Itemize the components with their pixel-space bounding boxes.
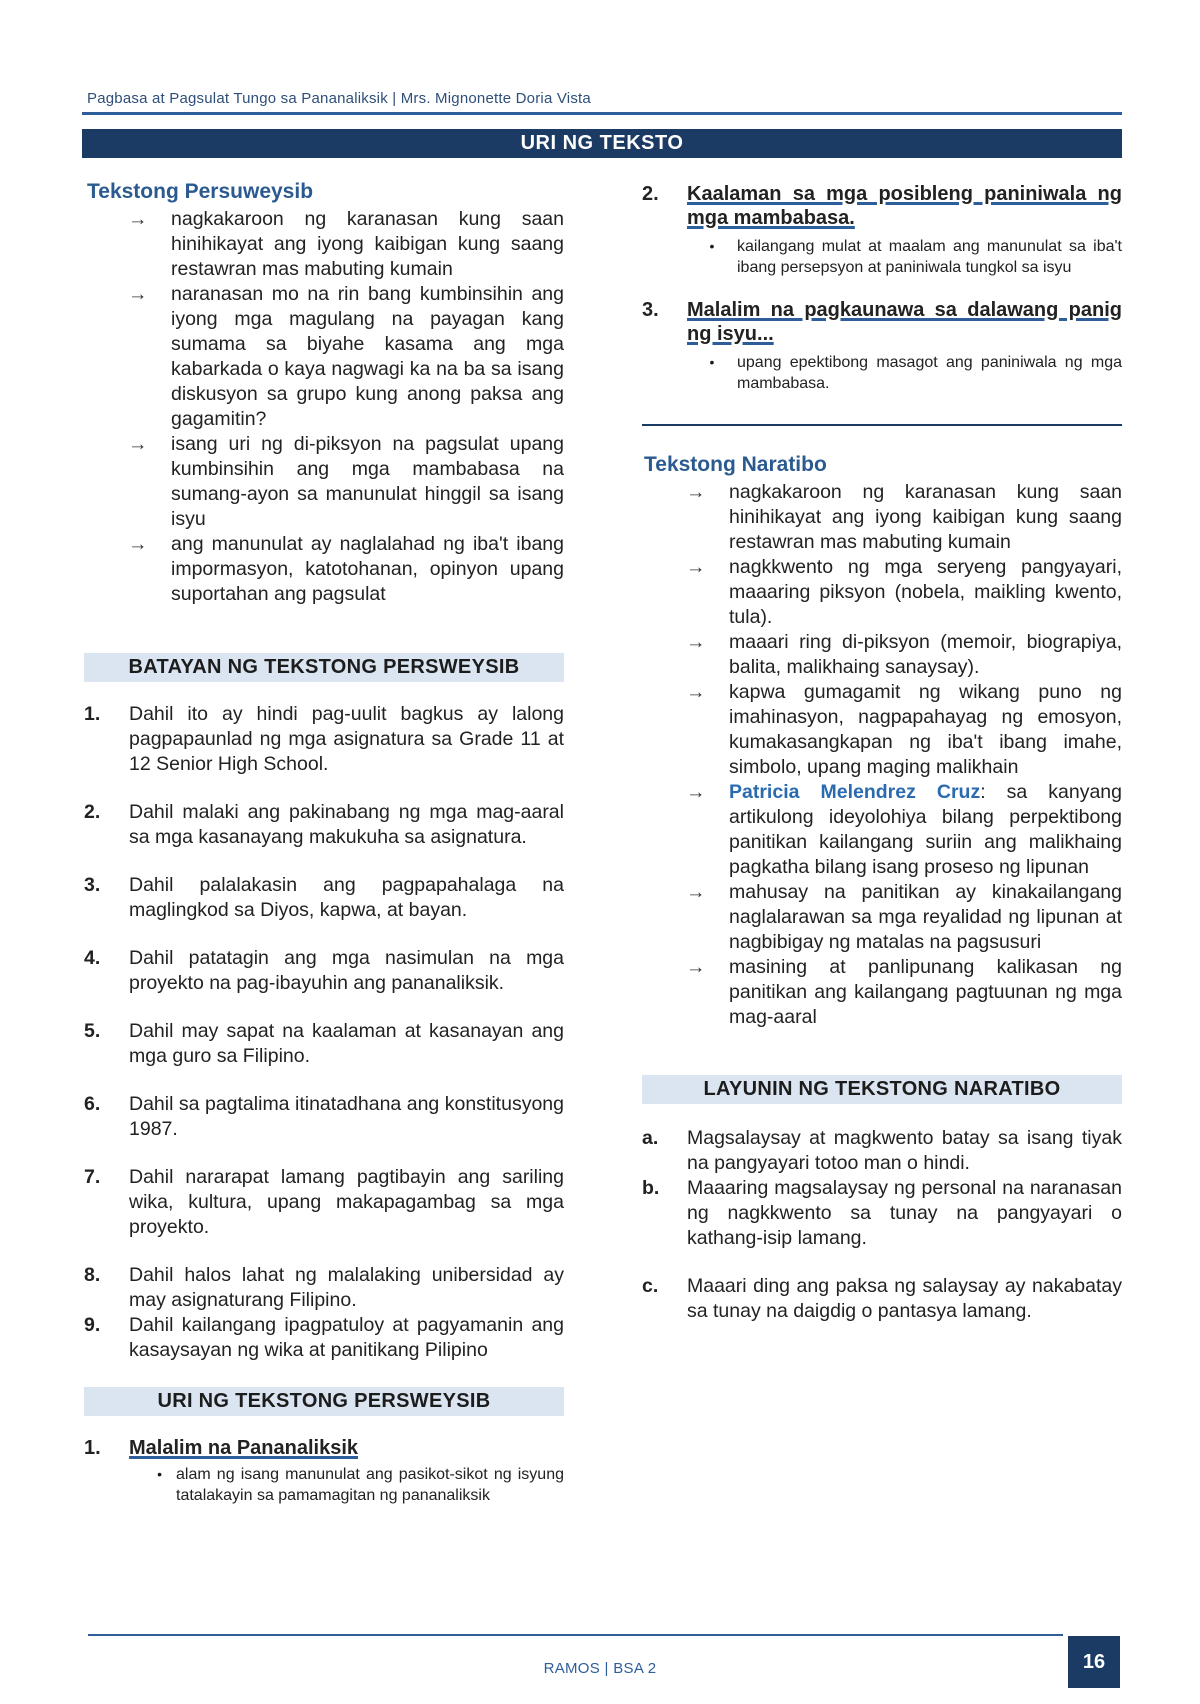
section-band-layunin: LAYUNIN NG TEKSTONG NARATIBO: [642, 1075, 1122, 1104]
list-item: b. Maaaring magsalaysay ng personal na naranasan ng nagkkwento sa tunay na pangyayari o kathang-isip lamang.: [642, 1177, 1122, 1249]
arrow-right-icon: →: [128, 533, 148, 555]
bullet-icon: •: [709, 238, 715, 254]
list-item: → naranasan mo na rin bang kumbinsihin ang iyong mga magulang na payagan kang sumama sa biyahe kasama ang mga kabarkada o kaya nagwagi ka na ba sa isang diskusyon sa grupo kung anong paksa ang gagamitin?: [84, 282, 564, 432]
list-item: 6. Dahil sa pagtalima itinatadhana ang konstitusyong 1987.: [84, 1093, 564, 1140]
footer-text: RAMOS | BSA 2: [543, 1660, 657, 1677]
footer-rule: [88, 1634, 1063, 1636]
bullet-icon: •: [709, 354, 715, 370]
section-heading-persuweysib: Tekstong Persuweysib: [87, 180, 314, 203]
arrow-right-icon: →: [128, 283, 148, 305]
list-item: a. Magsalaysay at magkwento batay sa isang tiyak na pangyayari totoo man o hindi.: [642, 1127, 1122, 1174]
arrow-right-icon: →: [686, 481, 706, 503]
section-band-batayan: BATAYAN NG TEKSTONG PERSWEYSIB: [84, 653, 564, 682]
list-item: → mahusay na panitikan ay kinakailangang naglalarawan sa mga reyalidad ng lipunan at nagbibigay ng matalas na pagsusuri: [642, 880, 1122, 955]
list-item: → maaari ring di-piksyon (memoir, biograpiya, balita, malikhaing sanaysay).: [642, 630, 1122, 680]
arrow-right-icon: →: [686, 956, 706, 978]
list-item: → masining at panlipunang kalikasan ng panitikan ang kailangang pagtuunan ng mga mag-aaral: [642, 955, 1122, 1030]
arrow-right-icon: →: [686, 781, 706, 803]
uri-item-2: 2. Kaalaman sa mga posibleng paniniwala ng mga mambabasa. • kailangang mulat at maalam ang manunulat sa iba't ibang persepsyon at paniniwala tungkol sa isyu: [642, 183, 1122, 276]
list-item: 9. Dahil kailangang ipagpatuloy at pagyamanin ang kasaysayan ng wika at panitikang Pilipino: [84, 1314, 564, 1361]
bullet-icon: •: [157, 1466, 162, 1482]
list-item: → isang uri ng di-piksyon na pagsulat upang kumbinsihin ang mga mambabasa na sumang-ayon sa manunulat hinggil sa isang isyu: [84, 432, 564, 532]
list-item: 8. Dahil halos lahat ng malalaking unibersidad ay may asignaturang Filipino.: [84, 1264, 564, 1311]
list-item: • upang epektibong masagot ang paniniwala ng mga mambabasa.: [687, 352, 1122, 394]
arrow-right-icon: →: [686, 631, 706, 653]
uri-item-1: 1. Malalim na Pananaliksik • alam ng isang manunulat ang pasikot-sikot ng isyung tatalakayin sa pamamagitan ng pananaliksik: [84, 1437, 564, 1504]
list-item: • kailangang mulat at maalam ang manunulat sa iba't ibang persepsyon at paniniwala tungkol sa isyu: [687, 236, 1122, 278]
page-number: 16: [1068, 1636, 1120, 1688]
list-item: 3. Dahil palalakasin ang pagpapahalaga na maglingkod sa Diyos, kapwa, at bayan.: [84, 874, 564, 921]
left-column: [84, 180, 564, 1506]
header-rule: [82, 112, 1122, 115]
sub-heading: Malalim na pagkaunawa sa dalawang panig ng isyu...: [687, 299, 1122, 345]
list-item: c. Maaari ding ang paksa ng salaysay ay nakabatay sa tunay na daigdig o pantasya lamang.: [642, 1275, 1122, 1322]
list-item: → Patricia Melendrez Cruz: sa kanyang artikulong ideyolohiya bilang perpektibong panitikan kailangang suriin ang malikhaing pagkatha bilang isang proseso ng lipunan: [642, 780, 1122, 880]
running-header: Pagbasa at Pagsulat Tungo sa Pananaliksik | Mrs. Mignonette Doria Vista: [87, 90, 591, 107]
layunin-list: [642, 1126, 1122, 1324]
sub-heading: Malalim na Pananaliksik: [129, 1437, 358, 1459]
section-heading-naratibo: Tekstong Naratibo: [644, 453, 827, 476]
page-title: URI NG TEKSTO: [82, 129, 1122, 158]
batayan-list: [84, 702, 564, 1363]
uri-item-3: 3. Malalim na pagkaunawa sa dalawang panig ng isyu... • upang epektibong masagot ang paniniwala ng mga mambabasa.: [642, 299, 1122, 392]
list-item: → nagkakaroon ng karanasan kung saan hinihikayat ang iyong kaibigan kung saang restawran mas mabuting kumain: [642, 480, 1122, 555]
sub-heading: Kaalaman sa mga posibleng paniniwala ng mga mambabasa.: [687, 183, 1122, 229]
list-item: → ang manunulat ay naglalahad ng iba't ibang impormasyon, katotohanan, opinyon upang suportahan ang pagsulat: [84, 532, 564, 607]
list-item: 2. Dahil malaki ang pakinabang ng mga mag-aaral sa mga kasanayang makukuha sa asignatura.: [84, 801, 564, 848]
naratibo-list: [642, 480, 1122, 1030]
arrow-right-icon: →: [686, 881, 706, 903]
section-band-uri-persweysib: URI NG TEKSTONG PERSWEYSIB: [84, 1387, 564, 1416]
arrow-right-icon: →: [128, 208, 148, 230]
list-item: → nagkkwento ng mga seryeng pangyayari, maaaring piksyon (nobela, maikling kwento, tula).: [642, 555, 1122, 630]
list-item: → nagkakaroon ng karanasan kung saan hinihikayat ang iyong kaibigan kung saang restawran mas mabuting kumain: [84, 207, 564, 282]
author-name: Patricia Melendrez Cruz: [729, 781, 981, 803]
arrow-right-icon: →: [686, 681, 706, 703]
persuweysib-list: [84, 207, 564, 607]
list-item: 1. Dahil ito ay hindi pag-uulit bagkus ay lalong pagpapaunlad ng mga asignatura sa Grade 11 at 12 Senior High School.: [84, 703, 564, 775]
list-item: 5. Dahil may sapat na kaalaman at kasanayan ang mga guro sa Filipino.: [84, 1020, 564, 1067]
list-item: 4. Dahil patatagin ang mga nasimulan na mga proyekto na pag-ibayuhin ang pananaliksik.: [84, 947, 564, 994]
right-column: [642, 180, 1122, 1324]
section-divider: [642, 424, 1122, 426]
arrow-right-icon: →: [128, 433, 148, 455]
list-item: → kapwa gumagamit ng wikang puno ng imahinasyon, nagpapahayag ng emosyon, kumakasangkapan ng iba't ibang imahe, simbolo, upang maging malikhain: [642, 680, 1122, 780]
arrow-right-icon: →: [686, 556, 706, 578]
list-item: 7. Dahil nararapat lamang pagtibayin ang sariling wika, kultura, upang makapagambag sa mga proyekto.: [84, 1166, 564, 1238]
list-item: • alam ng isang manunulat ang pasikot-sikot ng isyung tatalakayin sa pamamagitan ng pananaliksik: [84, 1464, 564, 1506]
